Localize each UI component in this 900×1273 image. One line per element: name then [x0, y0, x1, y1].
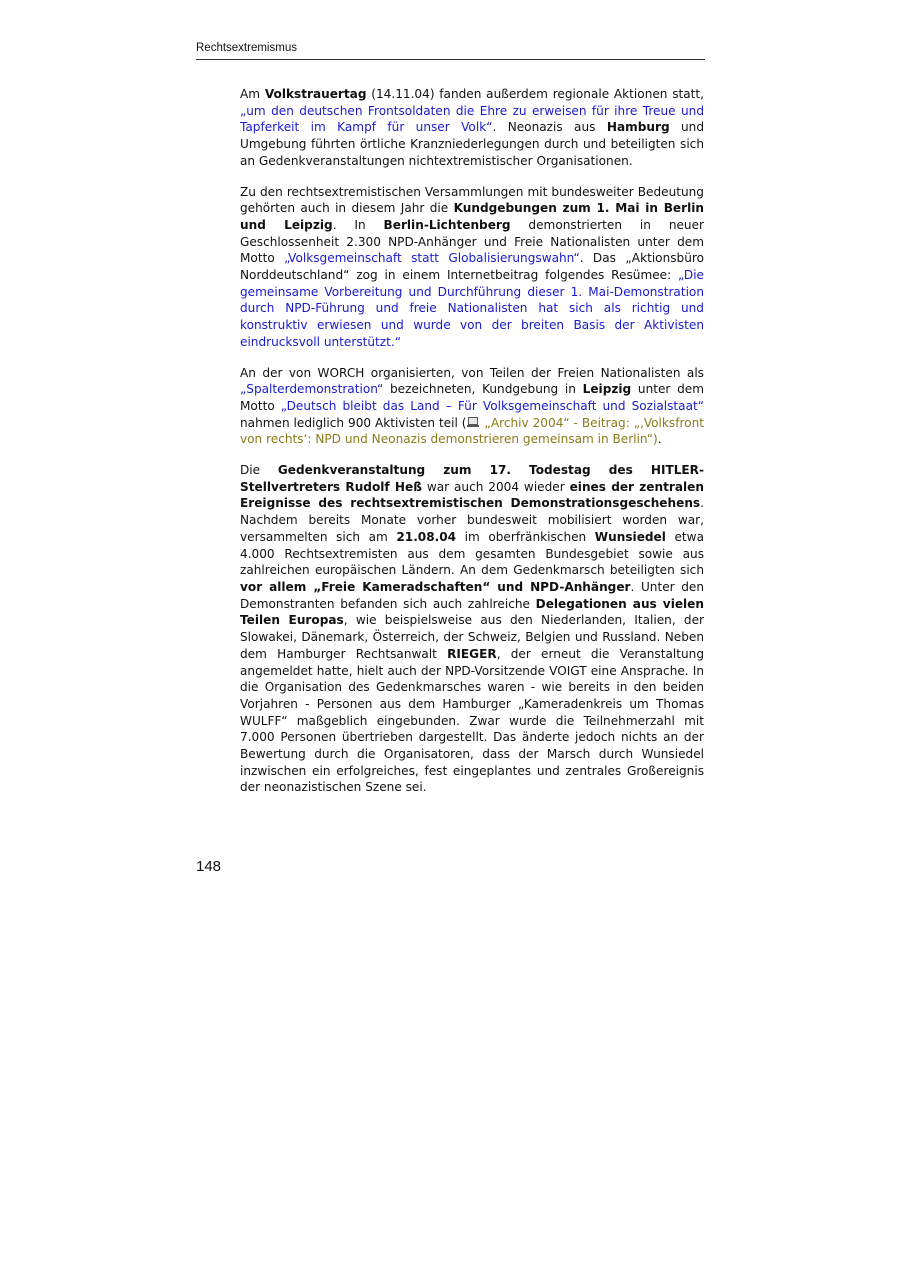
text-span: bezeichneten, Kundgebung in: [383, 382, 583, 397]
bold-term: Leipzig: [582, 382, 632, 397]
bold-term: 21.08.04: [396, 529, 457, 544]
text-span: .: [657, 432, 662, 447]
running-header: [196, 41, 705, 60]
text-span: . Unter den Demonstranten befanden sich auch zahlreiche: [240, 579, 704, 611]
text-span: . Nachdem bereits Monate vorher bundesweit mobilisiert worden war, versammelten sich am: [240, 496, 704, 544]
text-span: Die: [240, 463, 278, 478]
text-span: im oberfränkischen: [456, 529, 595, 544]
computer-icon: [467, 417, 479, 428]
text-span: Zu den rechtsextremistischen Versammlungen mit bundesweiter Bedeutung gehörten auch in diesem Jahr die: [240, 184, 704, 216]
archive-reference: „Archiv 2004“ - Beitrag: „‚Volksfront von rechts‘: NPD und Neonazis demonstrieren gemeinsam in Berlin“): [240, 415, 704, 447]
bold-term: eines der zentralen Ereignisse des rechtsextremistischen Demonstrationsgeschehens: [240, 479, 704, 511]
quote: „Spalterdemonstration“: [240, 382, 384, 397]
bold-term: vor allem „Freie Kameradschaften“ und NPD-Anhänger: [240, 579, 631, 594]
text-span: , der erneut die Veranstaltung angemeldet hatte, hielt auch der NPD-Vorsitzende VOIGT eine Ansprache. In die Organisation des Gedenkmarsches waren - wie bereits in den beiden Vorjahren - Personen aus dem Hamburger „Kameradenkreis um Thomas WULFF“ maßgeblich eingebunden. Zwar wurde die Teilnehmerzahl mit 7.000 Personen übertrieben dargestellt. Das änderte jedoch nichts an der Bewertung durch die Organisatoren, dass der Marsch durch Wunsiedel inzwischen ein erfolgreiches, fest eingeplantes und zentrales Großereignis der neonazistischen Szene sei.: [240, 646, 704, 795]
text-span: nahmen lediglich 900 Aktivisten teil (: [240, 415, 467, 430]
bold-term: Wunsiedel: [594, 529, 666, 544]
bold-term: Volkstrauertag: [264, 87, 367, 101]
quote: „Die gemeinsame Vorbereitung und Durchführung dieser 1. Mai-Demonstration durch NPD-Führung und freie Nationalisten hat sich als richtig und konstruktiv erwiesen und wurde von der breiten Basis der Aktivisten eindrucksvoll unterstützt.“: [240, 268, 704, 349]
bold-term: Berlin-Lichtenberg: [383, 217, 511, 232]
text-span: An der von WORCH organisierten, von Teilen der Freien Nationalisten als: [240, 365, 704, 380]
text-span: . Neonazis aus: [492, 120, 607, 135]
paragraph-hess-commemoration: [240, 462, 704, 796]
paragraph-leipzig: [240, 365, 704, 449]
paragraph-may-day-rallies: [240, 184, 704, 351]
bold-term: Hamburg: [606, 120, 670, 135]
bold-term: RIEGER: [447, 646, 497, 661]
text-span: . In: [332, 217, 384, 232]
bold-term: Gedenkveranstaltung zum 17. Todestag des HITLER-Stellvertreters Rudolf Heß: [240, 463, 704, 494]
text-span: etwa 4.000 Rechtsextremisten aus dem gesamten Bundesgebiet sowie aus zahlreichen europäischen Ländern. An dem Gedenkmarsch beteiligten sich: [240, 529, 704, 578]
quote: „Volksgemeinschaft statt Globalisierungswahn“: [284, 251, 580, 266]
text-span: Am: [240, 87, 265, 101]
text-span: unter dem Motto: [240, 382, 704, 413]
paragraph-volkstrauertag: [240, 86, 704, 170]
running-title: Rechtsextremismus: [196, 42, 297, 54]
quote: „um den deutschen Frontsoldaten die Ehre zu erweisen für ihre Treue und Tapferkeit im Kampf für unser Volk“: [240, 103, 704, 135]
bold-term: Kundgebungen zum 1. Mai in Berlin und Leipzig: [240, 201, 705, 232]
bold-term: Delegationen aus vielen Teilen Europas: [240, 596, 704, 628]
page-number: 148: [196, 858, 222, 875]
body-text: [240, 86, 704, 810]
text-span: demonstrierten in neuer Geschlossenheit 2.300 NPD-Anhänger und Freie Nationalisten unter dem Motto: [240, 217, 705, 266]
text-span: war auch 2004 wieder: [421, 479, 570, 494]
text-span: , wie beispielsweise aus den Niederlanden, Italien, der Slowakei, Dänemark, Österreich, der Schweiz, Belgien und Russland. Neben dem Hamburger Rechtsanwalt: [240, 613, 704, 661]
text-span: und Umgebung führten örtliche Kranzniederlegungen durch und beteiligten sich an Gedenkveranstaltungen nichtextremistischer Organisationen.: [240, 120, 705, 168]
text-span: (14.11.04) fanden außerdem regionale Aktionen statt,: [366, 87, 704, 101]
quote: „Deutsch bleibt das Land – Für Volksgemeinschaft und Sozialstaat“: [280, 398, 704, 413]
text-span: . Das „Aktionsbüro Norddeutschland“ zog in einem Internetbeitrag folgendes Resümee:: [240, 251, 704, 283]
